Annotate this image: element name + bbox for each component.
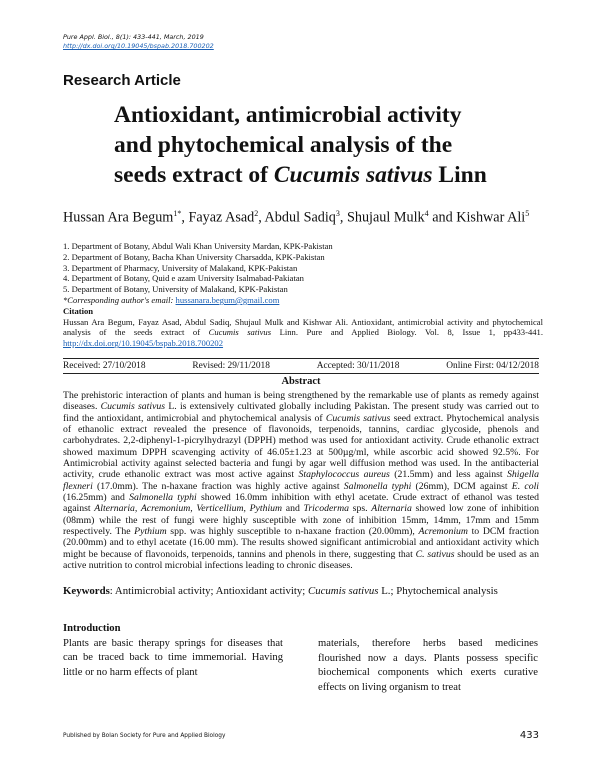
abstract-text: sps. [349, 503, 372, 515]
author-separator: and [428, 209, 457, 226]
author-list [63, 205, 543, 227]
abstract-text: (16.25mm) and [63, 492, 130, 504]
abstract-body [63, 390, 539, 572]
abstract-text: and [282, 503, 304, 515]
abstract-italic-term: Tricoderma [303, 503, 350, 515]
received-date: Received: 27/10/2018 [63, 361, 146, 371]
affiliation: 3. Department of Pharmacy, University of Malakand, KPK-Pakistan [63, 262, 298, 273]
title-text-end: Linn [432, 162, 487, 188]
author-affiliation-marker: 1* [173, 209, 182, 218]
article-type: Research Article [63, 72, 181, 89]
affiliation: 1. Department of Botany, Abdul Wali Khan University Mardan, KPK-Pakistan [63, 241, 333, 251]
abstract-italic-term: Shigella flexneri [63, 469, 539, 492]
abstract-text: (26mm), DCM against [411, 480, 512, 492]
author-separator: , [258, 209, 265, 226]
doi-link[interactable]: http://dx.doi.org/10.19045/bspab.2018.700202 [63, 42, 214, 50]
abstract-text: to DCM fraction (20.00mm) and to ethyl acetate (16.00 mm). The results showed significant antimicrobial and antioxidant activity which might be because of flavonoids, terpenoids, tannins and phenols in there, suggesting that [63, 526, 539, 560]
divider [63, 358, 539, 359]
abstract-heading: Abstract [281, 376, 321, 387]
citation-doi-link[interactable]: http://dx.doi.org/10.19045/bspab.2018.700202 [63, 338, 224, 349]
abstract-text: should be used as an active nutrition to control microbial infections leading to chronic diseases. [63, 548, 539, 572]
author-name: Kishwar Ali [456, 209, 526, 226]
abstract-italic-term: Salmonella typhi [343, 480, 412, 492]
citation-part: Linn. Pure and Applied Biology. Vol. 8, Issue 1, pp433-441. [271, 327, 543, 338]
accepted-date: Accepted: 30/11/2018 [316, 361, 400, 371]
abstract-text: The prehistoric interaction of plants and human is being strengthened by the remarkable use of plants as remedy against diseases. [63, 390, 539, 413]
title-text: Antioxidant, antimicrobial activity and phytochemical analysis of the seeds extract of [114, 102, 462, 188]
author-separator: , [181, 209, 189, 226]
citation-heading: Citation [63, 305, 94, 316]
divider [63, 373, 539, 374]
abstract-italic-term: Acremonium [418, 526, 468, 538]
corresponding-author [63, 295, 543, 306]
abstract-text: (17.0mm). The n-haxane fraction was highly active against [92, 480, 344, 492]
abstract-italic-term: Cucumis sativus [325, 412, 391, 424]
abstract-text: showed 16.0mm inhibition with ethyl acetate. Crude extract of ethanol was tested against [63, 492, 539, 515]
introduction-heading: Introduction [63, 623, 121, 634]
author-affiliation-marker: 2 [254, 209, 259, 218]
page-number: 433 [519, 730, 539, 741]
affiliation: 4. Department of Botany, Quid e azam University Isalmabad-Pakiatan [63, 273, 304, 284]
abstract-text: showed low zone of inhibition (08mm) while the rest of fungi were highly susceptible with zone of inhibition 15mm, 14mm, 17mm and 15mm respectively. The [63, 503, 540, 538]
abstract-italic-term: E. coli [511, 480, 540, 492]
abstract-italic-term: Alternaria, Acremonium, Verticellium, Pythium [94, 503, 283, 515]
keywords-text: L.; Phytochemical analysis [378, 585, 498, 597]
corresponding-label: *Corresponding author's email: [63, 294, 176, 305]
citation-text [63, 317, 543, 349]
author-name: Shujaul Mulk [346, 209, 425, 226]
abstract-text: L. is extensively cultivated globally including Pakistan. The present study was carried out to find the antioxidant, antimicrobial and phytochemical analysis of [63, 401, 539, 424]
affiliation: 2. Department of Botany, Bacha Khan University Charsadda, KPK-Pakistan [63, 251, 325, 262]
publisher-note: Published by Bolan Society for Pure and Applied Biology [63, 732, 226, 739]
title-species: Cucumis sativus [273, 162, 433, 188]
keywords [63, 585, 503, 598]
keywords-text: : Antimicrobial activity; Antioxidant activity; [109, 585, 309, 597]
article-dates [63, 361, 539, 371]
intro-left-column [63, 622, 283, 680]
email-link[interactable]: hussanara.begum@gmail.com [175, 294, 280, 305]
affiliation: 5. Department of Botany, University of Malakand, KPK-Pakistan [63, 284, 288, 295]
keywords-species: Cucumis sativus [308, 585, 379, 597]
author-affiliation-marker: 3 [335, 209, 340, 218]
abstract-text: (21.5mm) and less against [389, 469, 508, 481]
citation-species: Cucumis sativus [208, 327, 272, 338]
author-affiliation-marker: 5 [525, 209, 530, 218]
page-footer [63, 730, 539, 741]
citation-part: Hussan Ara Begum, Fayaz Asad, Abdul Sadiq, Shujaul Mulk and Kishwar Ali. Antioxidant, antimicrobial activity and phytochemical analysis of the seeds extract of [63, 316, 543, 338]
abstract-text: seed extract. Phytochemical analysis of ethanolic extract revealed the presence of flavonoids, terpenoids, tannins, cardiac glycoside, phenols and carbohydrates. 2,2-diphenyl-1-picrylhydrazyl (DPPH) method was used for antioxidant activity. Crude ethanolic extract showed maximum DPPH scavenging activity of 46.05±1.23 at 500µg/ml, while ascorbic acid showed 92.5%. For Antimicrobial activity against selected bacteria and fungi by agar well diffusion method was used. In the antibacterial activity, crude ethanolic extract was most active against [63, 412, 539, 481]
intro-text-right: materials, therefore herbs based medicines flourished now a days. Plants possess specific biochemical components which exerts curative effects on living organism to treat [318, 638, 538, 693]
article-title [114, 100, 504, 190]
abstract-italic-term: Cucumis sativus [100, 401, 166, 413]
author-affiliation-marker: 4 [424, 209, 429, 218]
abstract-italic-term: Salmonella typhi [129, 492, 197, 504]
author-name: Hussan Ara Begum [63, 209, 174, 226]
intro-right-column [318, 637, 538, 695]
affiliations [63, 241, 543, 349]
revised-date: Revised: 29/11/2018 [192, 361, 270, 371]
abstract-italic-term: Alternaria [371, 503, 412, 515]
author-name: Abdul Sadiq [264, 209, 336, 226]
journal-citation-line: Pure Appl. Biol., 8(1): 433-441, March, 2019 [63, 33, 204, 41]
abstract-text: spp. was highly susceptible to n-haxane fraction (20.00mm), [166, 526, 419, 538]
abstract-italic-term: Staphylococcus aureus [298, 469, 390, 481]
author-name: Fayaz Asad [188, 209, 255, 226]
journal-header [63, 33, 214, 51]
intro-text-left: Plants are basic therapy springs for diseases that can be traced back to time immemorial. Having little or no harm effects of plant [63, 637, 283, 678]
abstract-italic-term: Pythium [134, 526, 167, 538]
keywords-label: Keywords [63, 585, 110, 597]
author-separator: , [339, 209, 347, 226]
online-date: Online First: 04/12/2018 [446, 361, 539, 371]
abstract-italic-term: C. sativus [415, 548, 455, 560]
